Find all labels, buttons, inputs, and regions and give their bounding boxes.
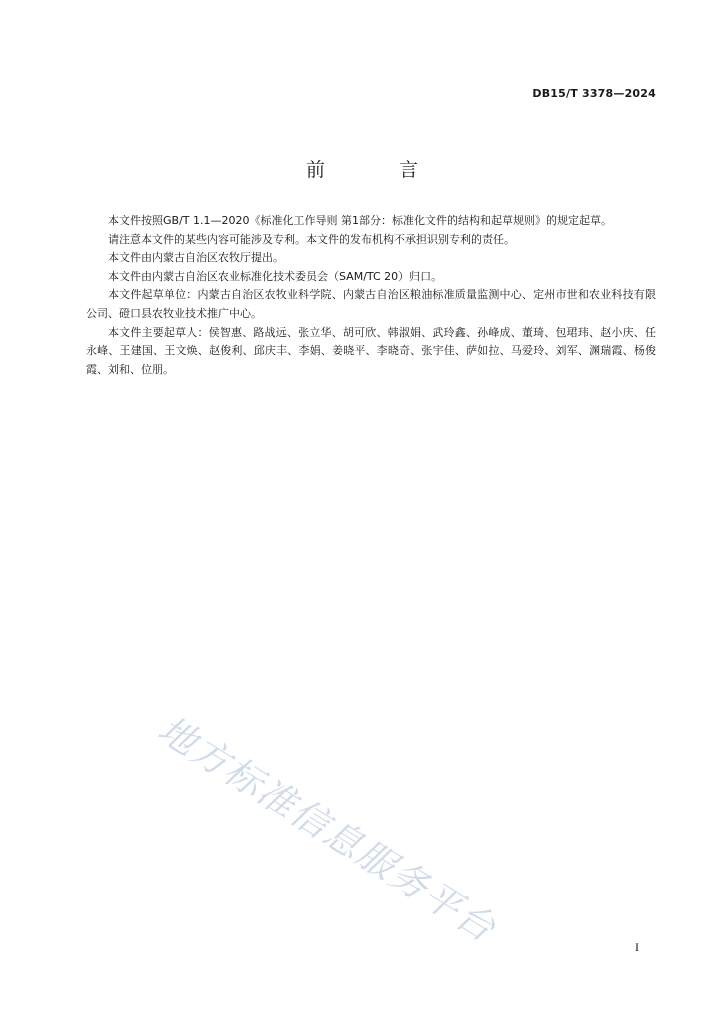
paragraph-drafting-units: 本文件起草单位：内蒙古自治区农牧业科学院、内蒙古自治区粮油标准质量监测中心、定州市世和农业科技有限公司、磴口县农牧业技术推广中心。: [86, 288, 656, 320]
paragraph-committee: 本文件由内蒙古自治区农业标准化技术委员会（SAM/TC 20）归口。: [108, 269, 443, 283]
paragraph-drafting-rules: 本文件按照GB/T 1.1—2020《标准化工作导则 第1部分：标准化文件的结构和起草规则》的规定起草。: [108, 214, 612, 227]
paragraph-proposer: 本文件由内蒙古自治区农牧厅提出。: [108, 251, 284, 265]
page-title: 前 言: [305, 159, 453, 181]
page-number: I: [635, 940, 639, 954]
document-code: DB15/T 3378—2024: [532, 87, 656, 100]
watermark: 地方标准信息服务平台: [150, 707, 504, 951]
paragraph-drafters: 本文件主要起草人：侯智惠、路战远、张立华、胡可欣、韩淑娟、武玲鑫、孙峰成、董琦、包珺玮、赵小庆、任永峰、王建国、王文焕、赵俊利、邱庆丰、李娟、姜晓平、李晓奇、张宇佳、萨如拉、马爱玲、刘军、渊瑞霞、杨俊霞、刘和、位朋。: [86, 325, 656, 376]
foreword-content: [86, 212, 656, 379]
paragraph-patent-notice: 请注意本文件的某些内容可能涉及专利。本文件的发布机构不承担识别专利的责任。: [108, 232, 515, 246]
